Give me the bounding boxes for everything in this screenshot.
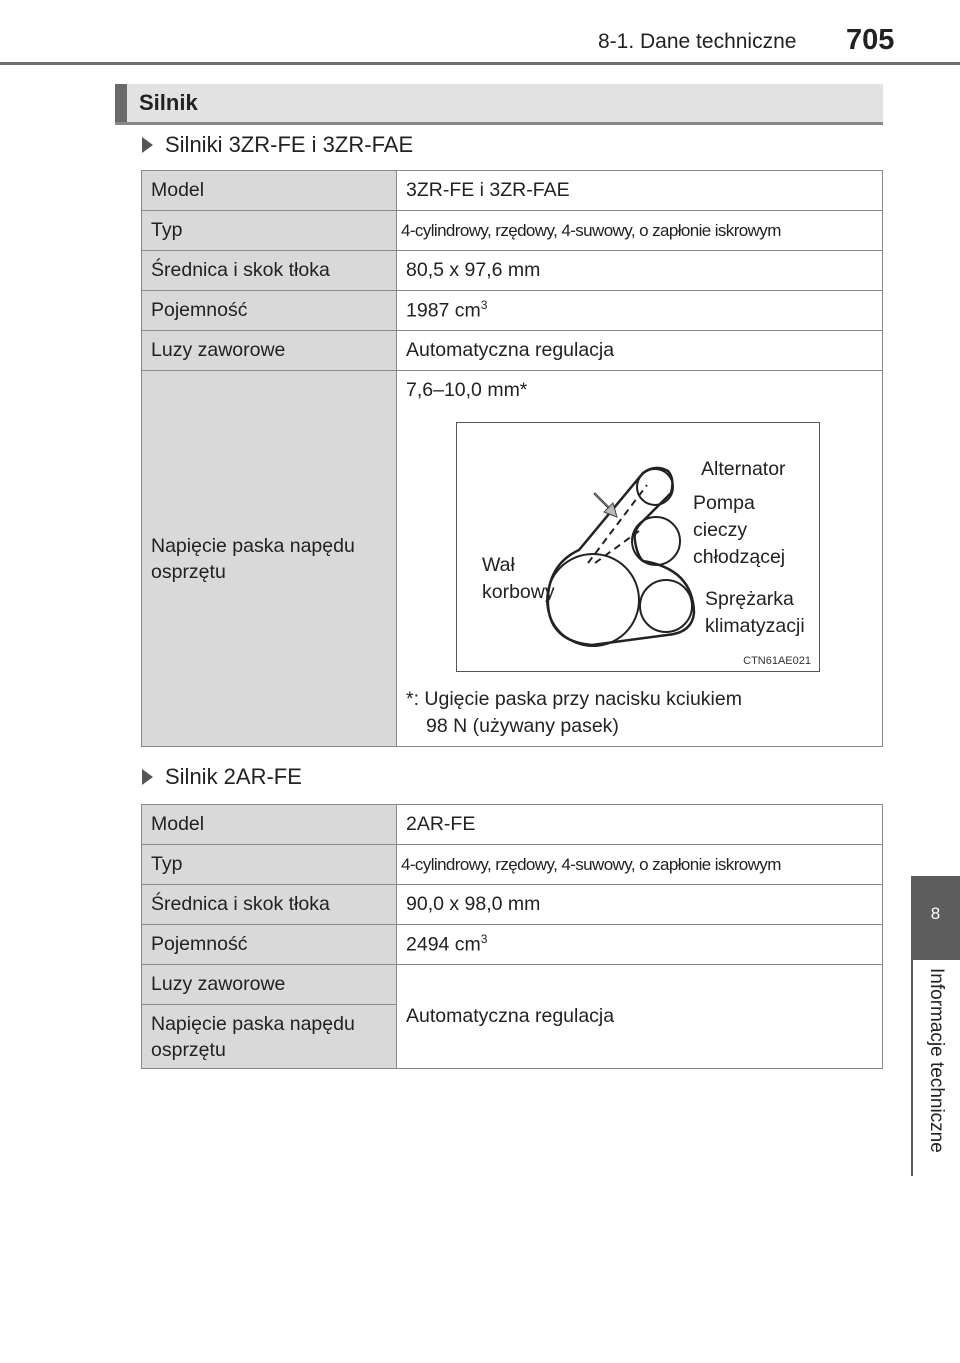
spec-label: Średnica i skok tłoka xyxy=(142,251,397,291)
table-row xyxy=(142,291,883,331)
spec-value: 3ZR-FE i 3ZR-FAE xyxy=(397,171,883,211)
spec-label: Model xyxy=(142,805,397,845)
section-title: Silnik xyxy=(139,90,198,115)
engine2-spec-table xyxy=(141,804,883,1069)
section-accent xyxy=(115,84,127,122)
label-alternator: Alternator xyxy=(701,458,786,480)
triangle-bullet-icon xyxy=(142,769,153,785)
table-row xyxy=(142,965,883,1005)
spec-value: 80,5 x 97,6 mm xyxy=(397,251,883,291)
footnote-line1: *: Ugięcie paska przy nacisku kciukiem xyxy=(406,688,742,710)
label-pump-line1: Pompa xyxy=(693,492,755,514)
footnote xyxy=(406,686,873,740)
spec-value: Automatyczna regulacja xyxy=(397,331,883,371)
table-row xyxy=(142,805,883,845)
belt-label-line2: osprzętu xyxy=(151,560,226,583)
spec-value xyxy=(397,291,883,331)
spec-label: Typ xyxy=(142,845,397,885)
unit-exponent: 3 xyxy=(480,298,488,313)
belt-label-line1: Napięcie paska napędu xyxy=(151,1012,355,1035)
chapter-number: 8 xyxy=(911,876,960,960)
belt-diagram xyxy=(456,422,820,672)
table-row xyxy=(142,331,883,371)
spec-label xyxy=(142,371,397,747)
label-ac-line2: klimatyzacji xyxy=(705,615,805,637)
chapter-side-tab xyxy=(911,876,960,1176)
table-row xyxy=(142,171,883,211)
spec-label: Luzy zaworowe xyxy=(142,331,397,371)
displacement-value: 1987 cm xyxy=(406,299,481,322)
spec-value xyxy=(397,925,883,965)
spec-label xyxy=(142,1005,397,1069)
table-row xyxy=(142,371,883,747)
label-pump-line2: cieczy xyxy=(693,519,748,541)
spec-value: 90,0 x 98,0 mm xyxy=(397,885,883,925)
table-row xyxy=(142,885,883,925)
table-row xyxy=(142,251,883,291)
ac-compressor-pulley xyxy=(640,580,692,632)
spec-label: Średnica i skok tłoka xyxy=(142,885,397,925)
table-row xyxy=(142,211,883,251)
spec-label: Pojemność xyxy=(142,291,397,331)
table-row xyxy=(142,925,883,965)
engine1-heading xyxy=(142,132,413,158)
displacement-value: 2494 cm xyxy=(406,933,481,956)
label-crank-line2: korbowy xyxy=(482,581,555,603)
engine1-spec-table xyxy=(141,170,883,747)
belt-label-line1: Napięcie paska napędu xyxy=(151,534,355,557)
chapter-title-box xyxy=(911,960,960,1176)
header-rule xyxy=(0,62,960,65)
spec-label: Pojemność xyxy=(142,925,397,965)
chapter-title: Informacje techniczne xyxy=(926,968,947,1153)
engine1-heading-text: Silniki 3ZR-FE i 3ZR-FAE xyxy=(165,132,414,157)
label-pump-line3: chłodzącej xyxy=(693,546,786,568)
label-crank-line1: Wał xyxy=(482,554,515,576)
press-arrow-icon xyxy=(594,493,617,517)
unit-exponent: 3 xyxy=(480,932,488,947)
spec-label: Luzy zaworowe xyxy=(142,965,397,1005)
footnote-line2: 98 N (używany pasek) xyxy=(426,715,619,737)
belt-tension-cell xyxy=(397,371,883,747)
table-row xyxy=(142,845,883,885)
label-ac-line1: Sprężarka xyxy=(705,588,794,610)
belt-label-line2: osprzętu xyxy=(151,1038,226,1061)
spec-value: 2AR-FE xyxy=(397,805,883,845)
spec-value: 4-cylindrowy, rzędowy, 4-suwowy, o zapłonie iskrowym xyxy=(397,845,883,885)
page-number: 705 xyxy=(846,24,895,56)
header-section-title: 8-1. Dane techniczne xyxy=(598,30,797,53)
spec-label: Model xyxy=(142,171,397,211)
spec-value-merged: Automatyczna regulacja xyxy=(397,965,883,1069)
diagram-code: CTN61AE021 xyxy=(743,655,811,667)
triangle-bullet-icon xyxy=(142,137,153,153)
spec-label: Typ xyxy=(142,211,397,251)
engine2-heading xyxy=(142,764,302,790)
section-header xyxy=(115,84,883,125)
engine2-heading-text: Silnik 2AR-FE xyxy=(165,764,302,789)
spec-value: 4-cylindrowy, rzędowy, 4-suwowy, o zapłonie iskrowym xyxy=(397,211,883,251)
belt-tension-value: 7,6–10,0 mm* xyxy=(406,379,528,401)
